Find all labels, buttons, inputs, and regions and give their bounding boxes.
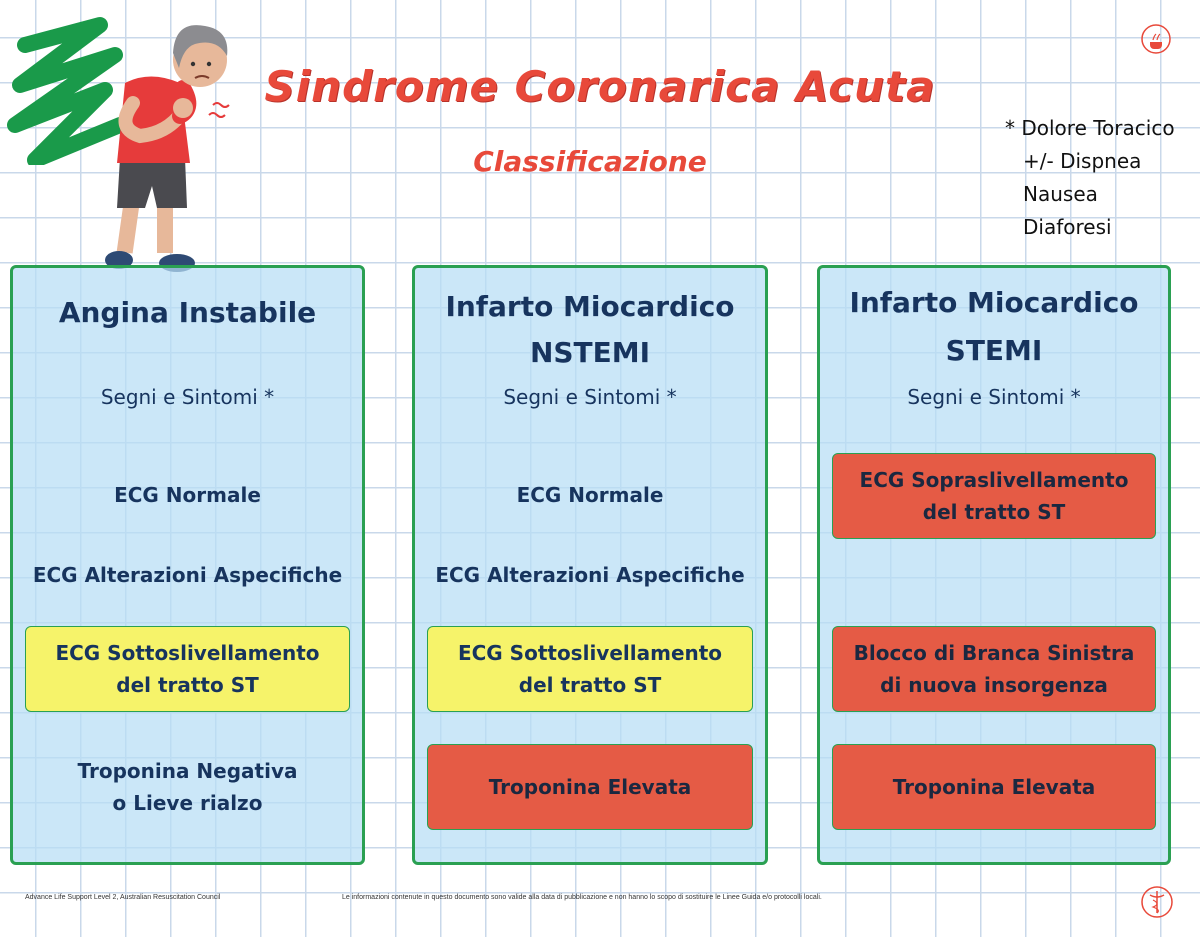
box-line: di nuova insorgenza — [880, 673, 1108, 697]
ecg-sottoslivellamento-box — [427, 626, 753, 712]
brand-logo-icon — [1138, 20, 1174, 56]
symptom-item: +/- Dispnea — [1023, 149, 1142, 173]
panel-angina-instabile — [10, 265, 365, 865]
footer-disclaimer: Le informazioni contenute in questo documento sono valide alla data di pubblicazione e non hanno lo scopo di sostituire le Linee Guida e/o protocolli locali. — [342, 894, 822, 901]
box-line: del tratto ST — [922, 500, 1066, 524]
troponina-elevata-box — [427, 744, 753, 830]
symptom-item: Diaforesi — [1023, 215, 1112, 239]
box-line: del tratto ST — [518, 673, 662, 697]
ecg-normale-label: ECG Normale — [114, 483, 261, 507]
box-line: ECG Sottoslivellamento — [55, 641, 320, 665]
page-subtitle: Classificazione — [473, 145, 707, 178]
footer-source: Advance Life Support Level 2, Australian Resuscitation Council — [25, 894, 221, 901]
ecg-alterazioni-label: ECG Alterazioni Aspecifiche — [435, 563, 745, 587]
panel-title: Infarto Miocardico — [445, 290, 735, 323]
box-line: del tratto ST — [116, 673, 259, 697]
ecg-sopraslivellamento-box — [832, 453, 1156, 539]
ecg-alterazioni-label: ECG Alterazioni Aspecifiche — [32, 563, 343, 587]
segni-sintomi-label: Segni e Sintomi * — [503, 385, 677, 409]
panel-nstemi — [412, 265, 768, 865]
box-line: ECG Sottoslivellamento — [457, 641, 723, 665]
page-title: Sindrome Coronarica Acuta — [264, 62, 936, 111]
panel-title: Angina Instabile — [58, 296, 317, 329]
box-line: Troponina Elevata — [892, 775, 1096, 799]
symptom-item: Nausea — [1023, 182, 1098, 206]
troponina-elevata-box — [832, 744, 1156, 830]
symptom-item: * Dolore Toracico — [1005, 116, 1175, 140]
panel-title-line2: NSTEMI — [529, 336, 651, 369]
troponina-negativa-label: Troponina Negativa — [77, 759, 298, 783]
chest-pain-man-illustration — [95, 8, 245, 278]
ecg-normale-label: ECG Normale — [516, 483, 664, 507]
segni-sintomi-label: Segni e Sintomi * — [907, 385, 1081, 409]
caduceus-logo-icon — [1140, 885, 1174, 919]
panel-title: Infarto Miocardico — [849, 286, 1139, 319]
symptoms-legend — [1005, 112, 1195, 244]
panel-title-line2: STEMI — [945, 334, 1043, 367]
panel-stemi — [817, 265, 1171, 865]
box-line: ECG Sopraslivellamento — [859, 468, 1129, 492]
troponina-rialzo-label: o Lieve rialzo — [112, 791, 263, 815]
ecg-sottoslivellamento-box — [25, 626, 350, 712]
box-line: Blocco di Branca Sinistra — [853, 641, 1135, 665]
blocco-branca-box — [832, 626, 1156, 712]
box-line: Troponina Elevata — [488, 775, 692, 799]
segni-sintomi-label: Segni e Sintomi * — [100, 385, 275, 409]
